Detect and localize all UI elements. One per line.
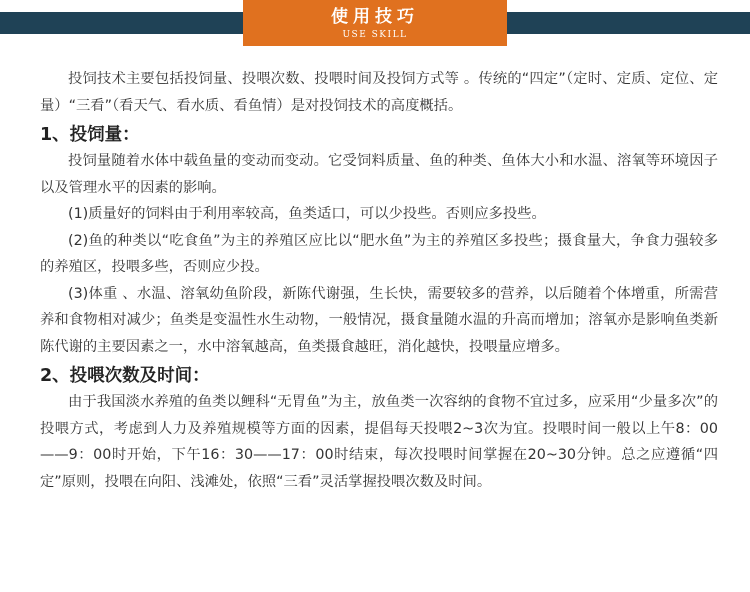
section2-paragraph: 由于我国淡水养殖的鱼类以鲤科“无胃鱼”为主，放鱼类一次容纳的食物不宜过多，应采用“少量多次”的投喂方式，考虑到人力及养殖规模等方面的因素，提倡每天投喂2~3次为宜。投喂时间一般以上午8：00——9：00时开始，下午16：30——17：00时结束，每次投喂时间掌握在20~30分钟。总之应遵循“四定”原则，投喂在向阳、浅滩处，依照“三看”灵活掌握投喂次数及时间。 <box>40 394 718 490</box>
section1-paragraph: (3)体重 、水温、溶氧幼鱼阶段，新陈代谢强，生长快，需要较多的营养，以后随着个体增重，所需营养和食物相对减少；鱼类是变温性水生动物，一般情况，摄食量随水温的升高而增加；溶氧亦是影响鱼类新陈代谢的主要因素之一，水中溶氧越高，鱼类摄食越旺，消化越快，投喂量应增多。 <box>40 285 718 355</box>
banner-title: 使用技巧 <box>331 7 419 27</box>
article-body <box>40 66 718 495</box>
header-banner <box>0 0 750 46</box>
section1-paragraph: 投饲量随着水体中载鱼量的变动而变动。它受饲料质量、鱼的种类、鱼体大小和水温、溶氧等环境因子以及管理水平的因素的影响。 <box>40 153 718 196</box>
section-heading-feeding-frequency: 2、投喂次数及时间： <box>40 366 210 386</box>
section1-paragraph: (2)鱼的种类以“吃食鱼”为主的养殖区应比以“肥水鱼”为主的养殖区多投些；摄食量大，争食力强较多的养殖区，投喂多些，否则应少投。 <box>40 232 718 275</box>
section-heading-feeding-amount: 1、投饲量： <box>40 125 140 145</box>
intro-paragraph: 投饲技术主要包括投饲量、投喂次数、投喂时间及投饲方式等 。传统的“四定”（定时、定质、定位、定量）“三看”（看天气、看水质、看鱼情）是对投饲技术的高度概括。 <box>40 71 718 114</box>
banner-subtitle: USE SKILL <box>342 30 408 40</box>
section1-paragraph: (1)质量好的饲料由于利用率较高，鱼类适口，可以少投些。否则应多投些。 <box>68 206 546 222</box>
banner-title-box <box>243 0 507 46</box>
